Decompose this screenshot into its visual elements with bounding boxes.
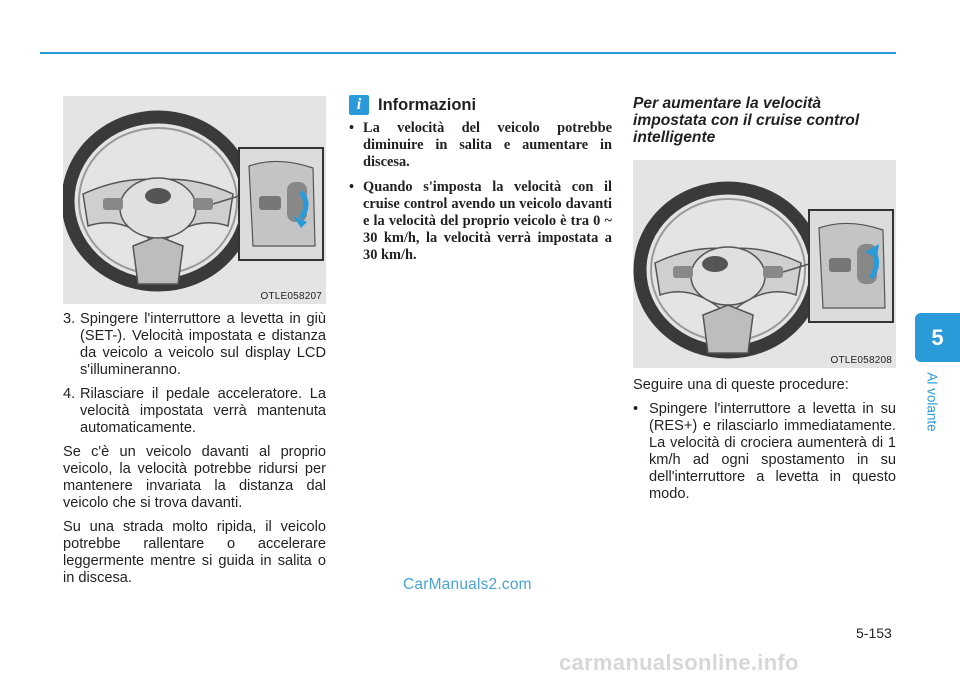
figure-code-right: OTLE058208 bbox=[830, 355, 892, 366]
section-title: Per aumentare la velocità impostata con il cruise control intelligente bbox=[633, 95, 860, 146]
paragraph: Su una strada molto ripida, il veicolo potrebbe rallentare o accelerare leggermente mentre si guida in salita o in discesa. bbox=[63, 519, 326, 586]
info-title: Informazioni bbox=[378, 95, 477, 114]
list-item bbox=[63, 386, 326, 437]
bullet-dot: • bbox=[349, 120, 355, 136]
steering-wheel-icon bbox=[633, 160, 896, 368]
steering-wheel-icon bbox=[63, 96, 326, 304]
page-number: 5-153 bbox=[856, 625, 892, 641]
paragraph: Se c'è un veicolo davanti al proprio veicolo, la velocità potrebbe ridursi per mantenere invariata la distanza dal veicolo che si trova davanti. bbox=[63, 444, 326, 511]
top-rule bbox=[40, 52, 896, 54]
list-text: Rilasciare il pedale acceleratore. La velocità impostata verrà mantenuta automaticamente. bbox=[80, 386, 326, 436]
chapter-name: Al volante bbox=[924, 372, 940, 432]
paragraph: Seguire una di queste procedure: bbox=[633, 377, 849, 393]
list-text: La velocità del veicolo potrebbe diminuire in salita e aumentare in discesa. bbox=[363, 120, 612, 170]
bullet-dot: • bbox=[349, 179, 355, 195]
column-right-text bbox=[633, 377, 896, 503]
figure-code-left: OTLE058207 bbox=[260, 291, 322, 302]
list-text: Spingere l'interruttore a levetta in su (RES+) e rilasciarlo immediatamente. La velocità di crociera aumenterà di 1 km/h ad ogni spostamento in su dell'interruttore a levetta in questo modo. bbox=[649, 401, 896, 502]
column-left-text bbox=[63, 311, 326, 594]
info-icon: i bbox=[349, 95, 369, 115]
info-heading bbox=[349, 95, 476, 115]
list-item bbox=[633, 401, 896, 503]
footer-watermark: carmanualsonline.info bbox=[559, 650, 799, 675]
list-item bbox=[349, 120, 612, 171]
steering-wheel-figure-res bbox=[633, 160, 896, 368]
bullet-dot: • bbox=[633, 401, 639, 417]
list-text: Quando s'imposta la velocità con il cruise control avendo un veicolo davanti e la velocità del proprio veicolo è tra 0 ~ 30 km/h, la velocità verrà impostata a 30 km/h. bbox=[363, 179, 612, 263]
list-text: Spingere l'interruttore a levetta in giù (SET-). Velocità impostata e distanza da veicolo a veicolo sul display LCD s'illumineranno. bbox=[80, 311, 326, 378]
chapter-tab: 5 bbox=[915, 313, 960, 362]
info-list bbox=[349, 120, 612, 272]
steering-wheel-figure-set bbox=[63, 96, 326, 304]
list-number: 4. bbox=[63, 386, 76, 402]
list-item bbox=[63, 311, 326, 379]
list-number: 3. bbox=[63, 311, 76, 327]
watermark[interactable]: CarManuals2.com bbox=[403, 576, 532, 593]
chapter-name-wrap bbox=[921, 364, 943, 440]
list-item bbox=[349, 179, 612, 264]
